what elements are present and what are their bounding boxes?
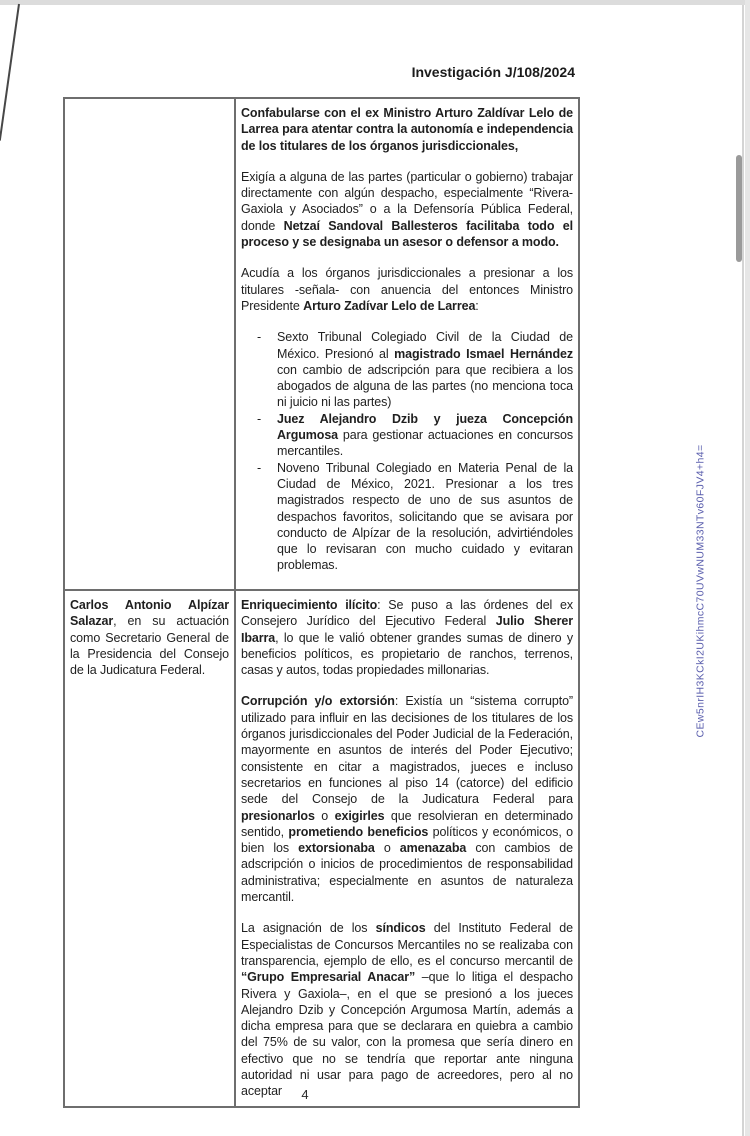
paragraph — [241, 597, 573, 678]
bold-text-run: Confabularse con el ex Ministro Arturo Zaldívar Lelo de Larrea para atentar contra la autonomía e independencia de los titulares de los órganos jurisdiccionales, — [241, 106, 573, 153]
bold-text-run: exigirles — [334, 808, 385, 823]
photo-right-edge — [745, 0, 750, 1136]
table-row — [64, 98, 579, 590]
text-run: Sexto Tribunal Colegiado Civil de la Ciudad de México. Presionó al — [277, 330, 573, 361]
text-run: Acudía a los órganos jurisdiccionales a presionar a los titulares -señala- con anuencia del entonces Ministro Presidente — [241, 266, 573, 313]
bullet-item — [241, 329, 573, 410]
table-cell-left — [64, 590, 235, 1107]
text-run: políticos y económicos, o bien los — [241, 824, 573, 856]
scrollbar-track[interactable] — [742, 5, 744, 1136]
bold-text-run: magistrado Ismael Hernández — [394, 346, 573, 361]
bullet-item — [241, 411, 573, 460]
text-run: La asignación de los — [241, 921, 376, 936]
page-number: 4 — [301, 1087, 309, 1102]
text-run: : Se puso a las órdenes del ex Consejero Jurídico del Ejecutivo Federal — [241, 598, 573, 629]
paragraph — [241, 920, 573, 1099]
table-row — [64, 590, 579, 1107]
text-run: con cambios de adscripción o inicios de procedimientos de responsabilidad administrativa; especialmente en asuntos de naturaleza mercantil. — [241, 841, 573, 905]
bold-text-run: extorsionaba — [298, 841, 375, 856]
bold-text-run: Corrupción y/o extorsión — [241, 694, 395, 709]
photo-top-edge — [0, 0, 750, 5]
bold-text-run: “Grupo Empresarial Anacar” — [241, 970, 416, 985]
text-run: o — [374, 841, 400, 856]
bullet-dash-marker: - — [256, 460, 262, 475]
bullet-dash-marker: - — [256, 330, 262, 345]
text-run: Noveno Tribunal Colegiado en Materia Penal de la Ciudad de México, 2021. Presionar a los tres magistrados respecto de uno de sus asuntos de despachos favoritos, solicitando que se avisara por conducto de Alpízar de la resolución, advirtiéndoles que lo revisaran con mucho cuidado y evitaran problemas. — [277, 460, 573, 573]
text-run: para gestionar actuaciones en concursos mercantiles. — [277, 428, 573, 459]
vertical-signature-code: CEw5nrIH3KCkI2UKihmcC70UVwNUM33NTv60FJV4+h4= — [694, 444, 707, 738]
text-run: , lo que le valió obtener grandes sumas de dinero y beneficios políticos, es propietario de ranchos, terrenos, casas y autos, todas propiedades millonarias. — [241, 630, 573, 678]
text-run: Exigía a alguna de las partes (particular o gobierno) trabajar directamente con algún despacho, especialmente “Rivera-Gaxiola y Asociados” o a la Defensoría Pública Federal, donde — [241, 169, 573, 233]
bold-text-run: prometiendo beneficios — [288, 824, 429, 839]
bold-text-run: Carlos Antonio Alpízar Salazar — [70, 598, 229, 629]
page-corner-edge-line — [0, 4, 20, 141]
text-run: que resolvieran en determinado sentido, — [241, 808, 573, 839]
text-run: con cambio de adscripción para que recibiera a los abogados de alguna de las partes (no menciona toca ni juicio ni las partes) — [277, 362, 573, 410]
bullet-text — [277, 411, 573, 460]
bold-text-run: Netzaí Sandoval Ballesteros facilitaba todo el proceso y se designaba un asesor o defensor a modo. — [241, 218, 573, 250]
case-number-header: Investigación J/108/2024 — [411, 64, 575, 80]
bold-text-run: Enriquecimiento ilícito — [241, 598, 378, 612]
paragraph — [241, 693, 573, 905]
content-table — [63, 97, 580, 1108]
bullet-item — [241, 460, 573, 574]
text-run: o — [314, 808, 335, 823]
paragraph — [241, 169, 573, 250]
bullet-text — [277, 460, 573, 574]
bold-text-run: síndicos — [375, 921, 426, 936]
table-cell-left — [64, 98, 235, 590]
bold-text-run: Julio Sherer Ibarra — [241, 614, 573, 645]
bold-text-run: presionarlos — [241, 808, 315, 823]
paragraph — [241, 265, 573, 314]
bullet-text — [277, 329, 573, 410]
content-table-body — [64, 98, 579, 1107]
bold-text-run: Juez Alejandro Dzib y jueza Concepción Argumosa — [277, 411, 573, 443]
bold-text-run: amenazaba — [399, 841, 467, 856]
text-run: –que lo litiga el despacho Rivera y Gaxiola–, en el que se presionó a los jueces Alejandro Dzib y Concepción Argumosa Martín, además a dicha empresa para que se declarara en quiebra a cambio del 75% de su valor, con la promesa que sería dinero en efectivo que no se tendría que reportar ante ninguna autoridad ni usar para pago de acreedores, pero al no aceptar — [241, 970, 573, 1099]
paragraph — [241, 105, 573, 154]
scrollbar-thumb[interactable] — [736, 155, 742, 262]
bold-text-run: Arturo Zadívar Lelo de Larrea — [303, 298, 476, 313]
text-run: del Instituto Federal de Especialistas de Concursos Mercantiles no se realizaba con transparencia, ejemplo de ello, es el concurso mercantil de — [241, 921, 573, 968]
text-run: : — [475, 298, 479, 313]
bullet-dash-marker: - — [256, 411, 262, 426]
table-cell-right — [235, 590, 579, 1107]
text-run: , en su actuación como Secretario General de la Presidencia del Consejo de la Judicatura Federal. — [70, 614, 229, 678]
paragraph — [70, 597, 229, 678]
table-cell-right — [235, 98, 579, 590]
bullet-list — [241, 329, 573, 573]
text-run: : Existía un “sistema corrupto” utilizado para influir en las decisiones de los titulares de los órganos jurisdiccionales del Poder Judicial de la Federación, mayormente en asuntos de interés del Poder Ejecutivo; consistente en citar a magistrados, jueces e incluso secretarios en funciones al piso 14 (catorce) del edificio sede del Consejo de la Judicatura Federal para — [241, 694, 573, 807]
